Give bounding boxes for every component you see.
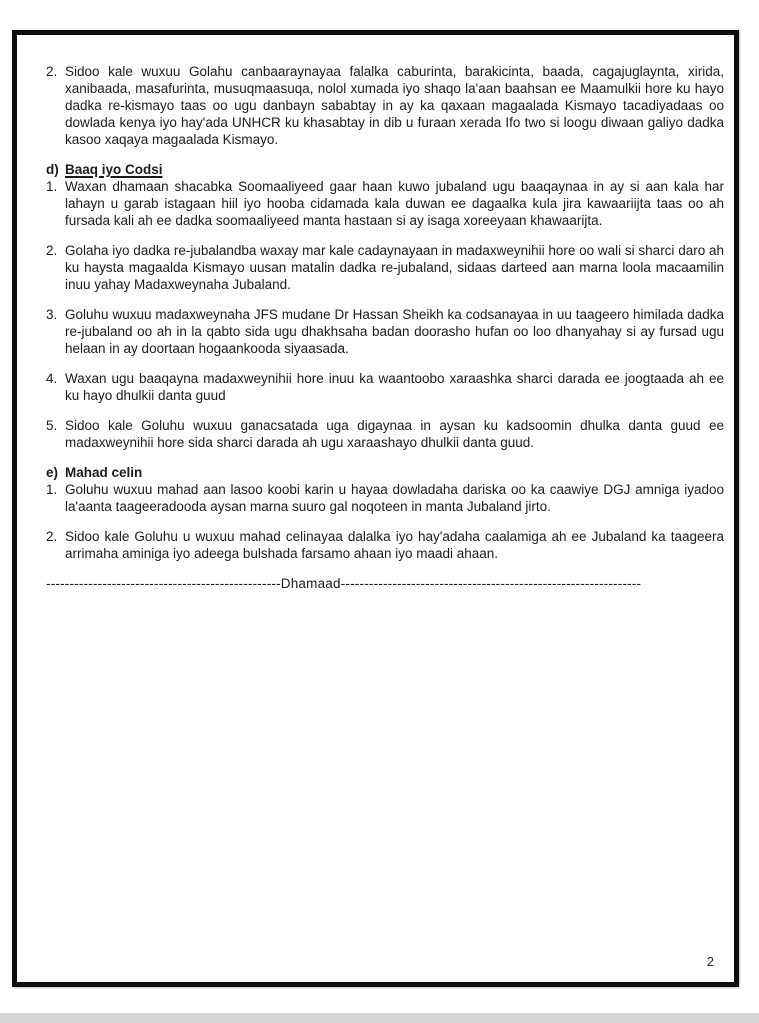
section-heading-e xyxy=(46,464,724,481)
item-text: Goluhu wuxuu mahad aan lasoo koobi karin u hayaa dowladaha dariska oo ka caawiye DGJ amniga iyadoo la'aanta taageeradooda aysan marna suuro gal noqoteen in manta Jubaland jirto. xyxy=(65,482,724,514)
document-page xyxy=(12,30,739,987)
item-number: 1. xyxy=(46,179,58,194)
section-title: Mahad celin xyxy=(65,465,143,480)
item-text: Sidoo kale Goluhu wuxuu ganacsatada uga digaynaa in aysan ku kadsoomin dhulka danta guud ee madaxweynihii hore sida sharci darada ah ugu xaraashayo dhulkii danta guud. xyxy=(65,418,724,450)
divider-line: --------------------------------------------------Dhamaad---------------------------------------------------------------- xyxy=(46,576,642,591)
list-item xyxy=(46,178,724,229)
list-item xyxy=(46,306,724,357)
item-text: Goluhu wuxuu madaxweynaha JFS mudane Dr Hassan Sheikh ka codsanayaa in uu taageero himilada dadka re-jubaland oo ah in la qabto sida ugu dhakhsaha badan doorasho hufan oo loo dhanyahay si ay fursad ugu helaan in ay doortaan hogaankooda siyaasada. xyxy=(65,307,724,356)
bottom-bar xyxy=(0,1013,759,1023)
item-number: 2. xyxy=(46,64,58,79)
list-item xyxy=(46,417,724,451)
list-item xyxy=(46,63,724,148)
list-item xyxy=(46,242,724,293)
item-text: Sidoo kale Goluhu u wuxuu mahad celinayaa dalalka iyo hay'adaha caalamiga ah ee Jubaland ka taageera arrimaha aminiga iyo adeega bulshada farsamo ahaan iyo maadi ahaan. xyxy=(65,529,724,561)
section-title: Baaq iyo Codsi xyxy=(65,162,163,177)
section-label: d) xyxy=(46,162,59,177)
item-text: Waxan dhamaan shacabka Soomaaliyeed gaar haan kuwo jubaland ugu baaqaynaa in ay si aan kala har lahayn u garab istagaan hiil iyo hooba cidamada kala duwan ee dagaalka kula jira kawaariijta taas oo ah fursada kali ah ee dadka soomaaliyeed manta hastaan si ay isaga xoreeyaan khawaarijta. xyxy=(65,179,724,228)
list-item xyxy=(46,481,724,515)
page-number: 2 xyxy=(706,954,714,969)
item-number: 1. xyxy=(46,482,58,497)
section-heading-d xyxy=(46,161,724,178)
list-item xyxy=(46,528,724,562)
item-number: 5. xyxy=(46,418,58,433)
item-number: 2. xyxy=(46,529,58,544)
item-number: 3. xyxy=(46,307,58,322)
item-text: Waxan ugu baaqayna madaxweynihii hore inuu ka waantoobo xaraashka sharci darada ee joogtaada ah ee ku hayo dhulkii danta guud xyxy=(65,371,724,403)
document-content xyxy=(17,35,734,592)
list-item xyxy=(46,370,724,404)
section-label: e) xyxy=(46,465,59,480)
item-text: Golaha iyo dadka re-jubalandba waxay mar kale cadaynayaan in madaxweynihii hore oo wali si sharci daro ah ku haysta magaalda Kismayo uusan matalin dadka re-jubaland, sidaas darteed aan marna loola macaamilin inuu yahay Madaxweynaha Jubaland. xyxy=(65,243,724,292)
item-text: Sidoo kale wuxuu Golahu canbaaraynayaa falalka caburinta, barakicinta, baada, cagajuglaynta, xirida, xanibaada, masafurinta, musuqmaasuqa, nolol xumada iyo shaqo la'aan baahsan ee Maamulkii hore ku hayo dadka re-kismayo taas oo ugu danbayn sababtay in ay ka qaxaan magaalada Kismayo tacadiyadaas oo dowlada kenya iyo hay'ada UNHCR ku khasabtay in dib u furaan xerada Ifo two si loogu diwaan galiyo dadka kasoo xaqaya magaalada Kismayo. xyxy=(65,64,724,147)
item-number: 4. xyxy=(46,371,58,386)
item-number: 2. xyxy=(46,243,58,258)
